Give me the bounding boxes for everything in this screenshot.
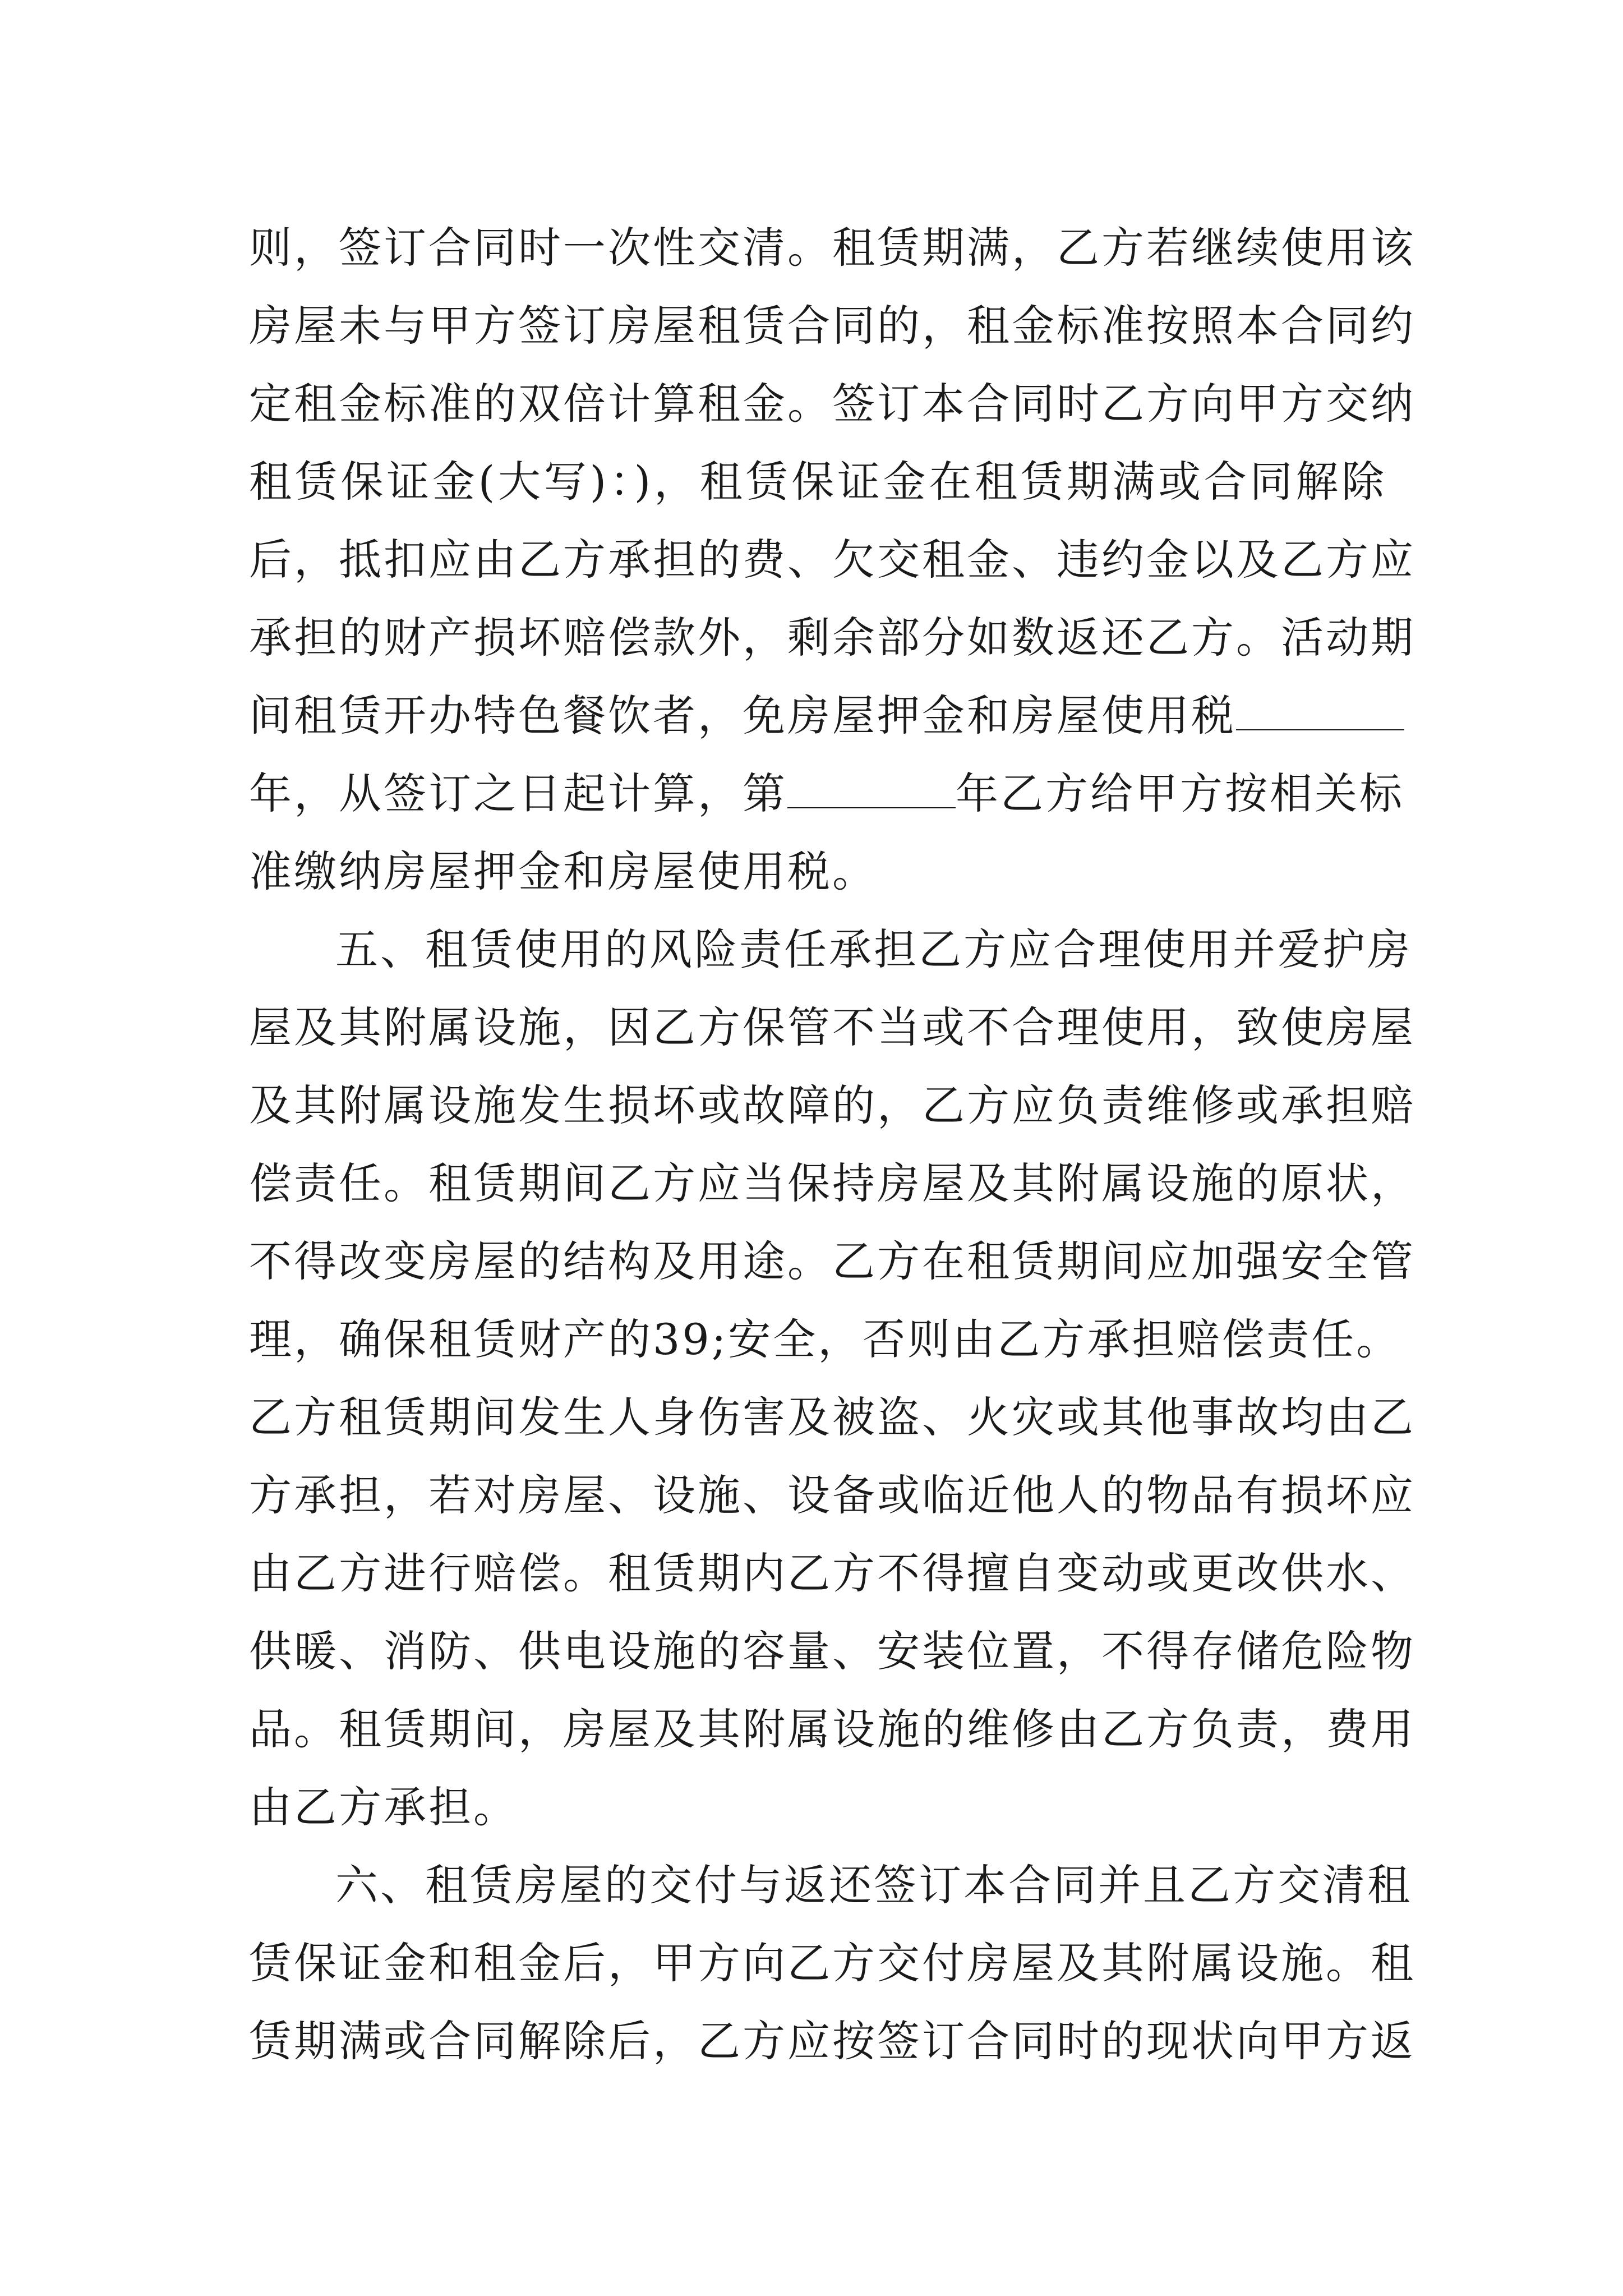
fill-in-blank-year-number[interactable] <box>787 771 956 808</box>
section-five-risk-responsibility <box>249 910 1415 1846</box>
text-line: 准缴纳房屋押金和房屋使用税。 <box>249 846 877 896</box>
text-line: 供暖、消防、供电设施的容量、安装位置，不得存储危险物 <box>249 1626 1415 1676</box>
section-heading-line: 五、租赁使用的风险责任承担乙方应合理使用并爱护房 <box>335 924 1412 974</box>
text-line: 及其附属设施发生损坏或故障的，乙方应负责维修或承担赔 <box>249 1080 1415 1130</box>
text-segment: 间租赁开办特色餐饮者，免房屋押金和房屋使用税 <box>249 691 1236 740</box>
text-line: 由乙方进行赔偿。租赁期内乙方不得擅自变动或更改供水、 <box>249 1548 1415 1598</box>
text-line: 乙方租赁期间发生人身伤害及被盗、火灾或其他事故均由乙 <box>249 1392 1415 1442</box>
text-line: 方承担，若对房屋、设施、设备或临近他人的物品有损坏应 <box>249 1470 1415 1520</box>
text-line: 赁保证金和租金后，甲方向乙方交付房屋及其附属设施。租 <box>249 1938 1415 1988</box>
text-line: 赁期满或合同解除后，乙方应按签订合同时的现状向甲方返 <box>249 2016 1415 2066</box>
document-body <box>249 209 1415 2080</box>
text-line: 承担的财产损坏赔偿款外，剩余部分如数返还乙方。活动期 <box>249 613 1415 662</box>
text-line: 房屋未与甲方签订房屋租赁合同的，租金标准按照本合同约 <box>249 301 1415 351</box>
text-line: 由乙方承担。 <box>249 1782 518 1832</box>
section-heading-line: 六、租赁房屋的交付与返还签订本合同并且乙方交清租 <box>335 1860 1412 1910</box>
text-line: 后，抵扣应由乙方承担的费、欠交租金、违约金以及乙方应 <box>249 535 1415 585</box>
section-six-delivery-return <box>249 1846 1415 2080</box>
text-line-with-blank <box>249 754 1404 832</box>
text-line: 品。租赁期间，房屋及其附属设施的维修由乙方负责，费用 <box>249 1704 1415 1754</box>
paragraph-rent-deposit <box>249 209 1415 910</box>
text-line: 偿责任。租赁期间乙方应当保持房屋及其附属设施的原状， <box>249 1158 1415 1208</box>
text-line: 不得改变房屋的结构及用途。乙方在租赁期间应加强安全管 <box>249 1236 1415 1286</box>
text-line: 定租金标准的双倍计算租金。签订本合同时乙方向甲方交纳 <box>249 379 1415 429</box>
text-segment: 年乙方给甲方按相关标 <box>956 769 1404 818</box>
text-line: 则，签订合同时一次性交清。租赁期满，乙方若继续使用该 <box>249 223 1415 273</box>
fill-in-blank-years[interactable] <box>1236 693 1404 730</box>
text-line-with-blank <box>249 677 1386 754</box>
text-segment: 年，从签订之日起计算，第 <box>249 769 787 818</box>
text-line: 租赁保证金(大写)：)，租赁保证金在租赁期满或合同解除 <box>249 457 1386 507</box>
text-line: 理，确保租赁财产的39;安全，否则由乙方承担赔偿责任。 <box>249 1314 1401 1364</box>
text-line: 屋及其附属设施，因乙方保管不当或不合理使用，致使房屋 <box>249 1002 1415 1052</box>
